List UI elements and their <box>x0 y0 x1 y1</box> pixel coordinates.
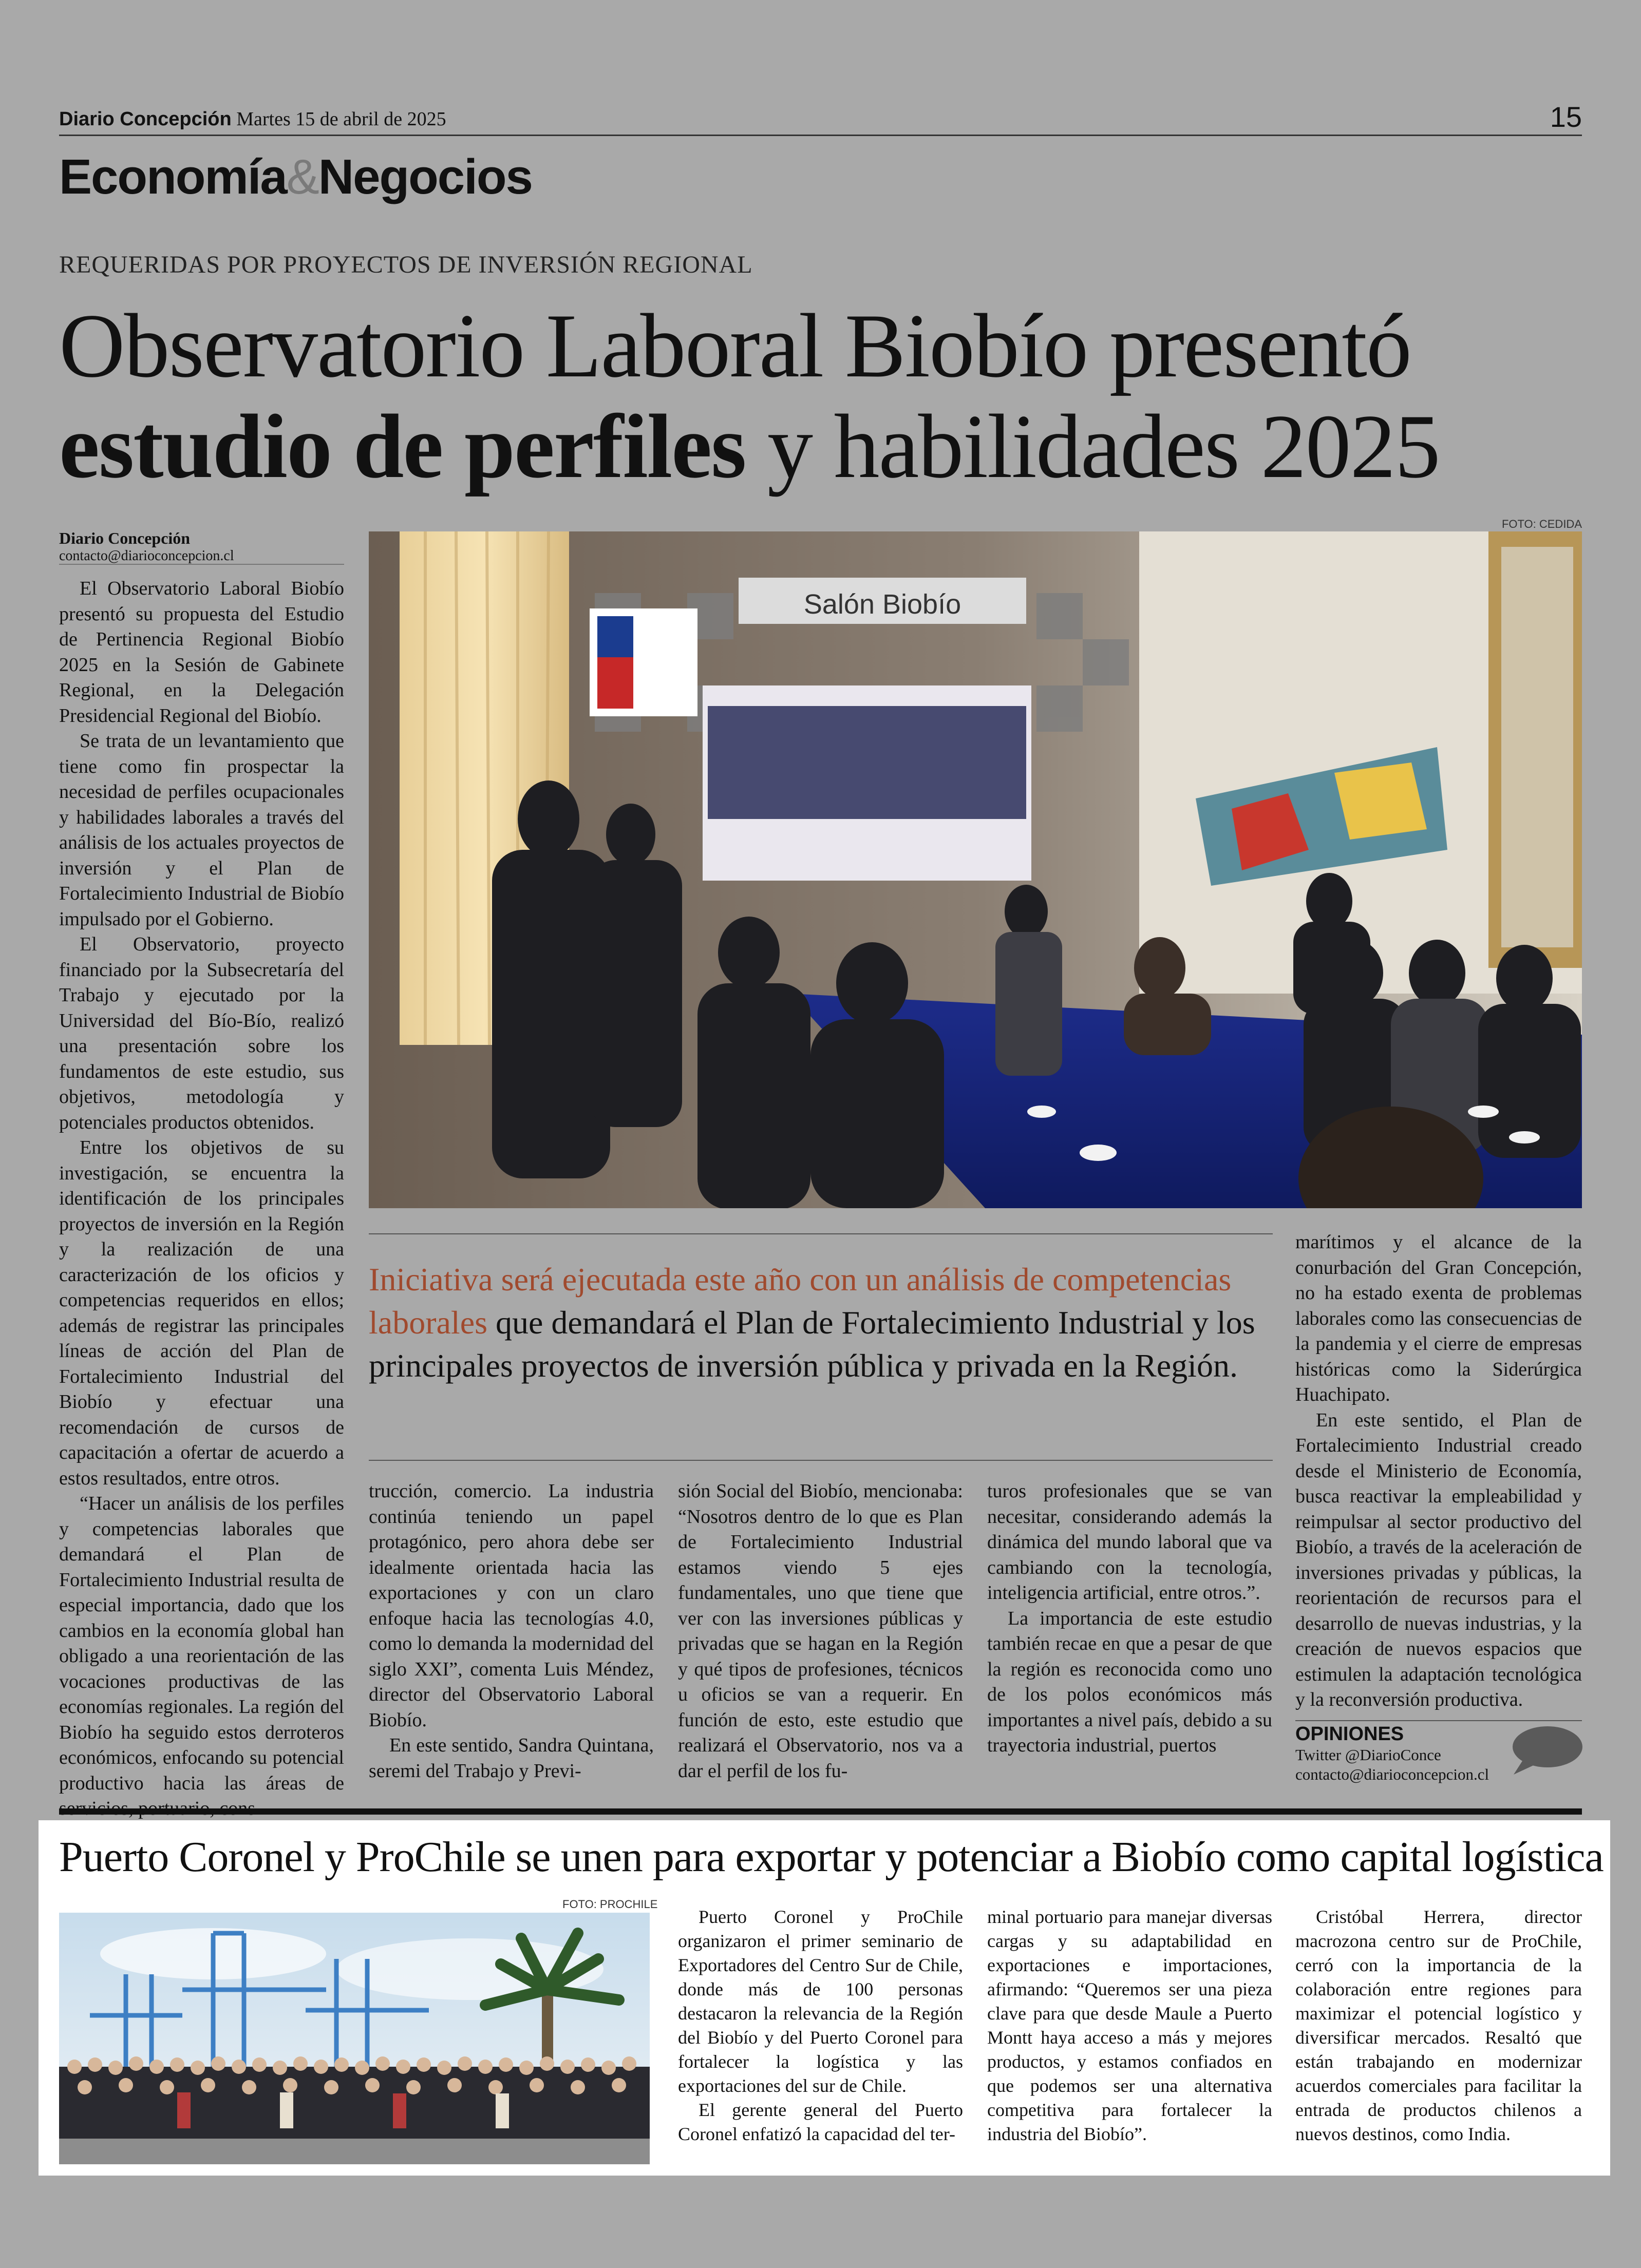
speech-bubble-icon <box>1507 1725 1585 1777</box>
col2-paragraph: En este sentido, Sandra Quintana, seremi del Trabajo y Previ- <box>369 1735 654 1782</box>
byline <box>59 529 344 564</box>
bottom-col1-paragraph: El gerente general del Puerto Coronel enfatizó la capacidad del ter- <box>678 2100 963 2144</box>
publication-date-line <box>59 108 446 130</box>
article-column-2 <box>369 1479 654 1784</box>
section-title-part2: Negocios <box>318 149 532 204</box>
section-title-part1: Economía <box>59 149 287 204</box>
photo-credit: FOTO: CEDIDA <box>1501 518 1582 530</box>
headline-line-2 <box>59 396 1590 497</box>
issue-date: Martes 15 de abril de 2025 <box>236 108 446 130</box>
photo-sign-text: Salón Biobío <box>803 589 961 620</box>
publication-name: Diario Concepción <box>59 108 232 130</box>
byline-email: contacto@diarioconcepcion.cl <box>59 548 234 564</box>
section-title-amp: & <box>286 149 318 204</box>
section-divider <box>59 1808 1582 1815</box>
col1-paragraph: Entre los objetivos de su investigación, se encuentra la identificación de los principales proyectos de inversión en la Región y la realización de una caracterización de los oficios y competencias requeridos en ellos; además de registrar las principales líneas de acción del Plan de Fortalecimiento Industrial del Biobío y efectuar una recomendación de cursos de capacitación a ofertar de acuerdo a estos resultados, entre otros. <box>59 1137 344 1489</box>
article-column-5 <box>1295 1230 1582 1713</box>
pullquote-top-rule <box>369 1233 1273 1234</box>
col4-paragraph: turos profesionales que se van necesitar, considerando además la dinámica del mundo laboral que va cambiando con la tecnología, inteligencia artificial, entre otros.”. <box>987 1480 1272 1604</box>
bottom-article-photo <box>59 1913 650 2164</box>
main-photo <box>369 531 1582 1208</box>
col1-paragraph: “Hacer un análisis de los perfiles y competencias laborales que demandará el Plan de Fortalecimiento Industrial resulta de especial importancia, dado que los cambios en la economía global han obligado a una reorientación de las vocaciones productivas de las economías regionales. La región del Biobío ha seguido estos derroteros económicos, enfocando su potencial productivo hacia las áreas de <box>59 1493 344 1794</box>
bottom-article-title: Puerto Coronel y ProChile se unen para exportar y potenciar a Biobío como capital logística <box>59 1833 1604 1881</box>
col1-paragraph: El Observatorio Laboral Biobío presentó su propuesta del Estudio de Pertinencia Regional Biobío 2025 en la Sesión de Gabinete Regional, en la Delegación Presidencial Regional del Biobío. <box>59 578 344 727</box>
col5-paragraph: En este sentido, el Plan de Fortalecimiento Industrial creado desde el Ministerio de Economía, busca reactivar la empleabilidad y reimpulsar al sector productivo del Biobío, a través de la aceleración de inversiones privadas y públicas, la reorientación de recursos para el desarrollo de nuevas industrias, y la creación de nuevos espacios que estimulen la adaptación tecnológica y la reconversión productiva. <box>1295 1409 1582 1710</box>
bottom-col2-paragraph: minal portuario para manejar diversas cargas y su adaptabilidad en exportaciones e importaciones, afirmando: “Queremos ser una pieza clave para que desde Maule a Puerto Montt haya acceso a más y mejores productos, y estamos confiados en que podemos ser una alternativa competitiva para fortalecer la industria del Biobío”. <box>987 1907 1272 2144</box>
bottom-column-1 <box>678 1905 963 2146</box>
opinions-email: contacto@diarioconcepcion.cl <box>1295 1765 1489 1783</box>
bottom-col3-paragraph: Cristóbal Herrera, director macrozona centro sur de ProChile, cerró con la importancia de la colaboración entre regiones para maximizar el potencial logístico y diversificar mercados. Resaltó que están trabajando en modernizar acuerdos comerciales para facilitar la entrada de productos chilenos a nuevos destinos, como India. <box>1295 1907 1582 2144</box>
pullquote-highlight: Iniciativa será ejecutada este año con un análisis de competencias laborales <box>369 1261 1232 1341</box>
bottom-column-2 <box>987 1905 1272 2146</box>
bottom-col1-paragraph: Puerto Coronel y ProChile organizaron el primer seminario de Exportadores del Centro Sur de Chile, donde más de 100 personas destacaron la relevancia de la Región del Biobío y del Puerto Coronel para fortalecer la logística y las exportaciones del sur de Chile. <box>678 1907 963 2096</box>
headline-line-1: Observatorio Laboral Biobío presentó <box>59 295 1411 396</box>
headline-rest: y habilidades 2025 <box>745 395 1440 497</box>
col1-paragraph: Se trata de un levantamiento que tiene como fin prospectar la necesidad de perfiles ocupacionales y habilidades laborales a través del análisis de los actuales proyectos de inversión y el Plan de Fortalecimiento Industrial de Biobío impulsado por el Gobierno. <box>59 730 344 930</box>
article-column-4 <box>987 1479 1272 1759</box>
byline-name: Diario Concepción <box>59 529 191 547</box>
bottom-photo-credit: FOTO: PROCHILE <box>562 1898 658 1911</box>
opinions-rule <box>1295 1720 1582 1721</box>
col5-paragraph: marítimos y el alcance de la conurbación del Gran Concepción, no ha estado exenta de problemas laborales como las consecuencias de la pandemia y el cierre de empresas históricas como la Siderúrgica Huachipato. <box>1295 1231 1582 1405</box>
pullquote-bottom-rule <box>369 1460 1273 1461</box>
col2-paragraph: trucción, comercio. La industria continúa teniendo un papel protagónico, pero ahora debe ser idealmente orientada hacia las exportaciones y con un claro enfoque hacia las tecnologías 4.0, como lo demanda la modernidad del siglo XXI”, comenta Luis Méndez, director del Observatorio Laboral Biobío. <box>369 1480 654 1731</box>
opinions-twitter: Twitter @DiarioConce <box>1295 1746 1441 1764</box>
article-headline <box>59 295 1590 497</box>
col3-paragraph: sión Social del Biobío, mencionaba: “Nosotros dentro de lo que es Plan de Fortalecimiento Industrial estamos viendo 5 ejes fundamentales, uno que tiene que ver con las inversiones públicas y privadas que se hagan en la Región y qué tipos de profesiones, técnicos u oficios se van a requerir. En función de esto, este estudio que realizará el Observatorio, nos va a dar el perfil de los fu- <box>678 1480 963 1782</box>
article-column-3 <box>678 1479 963 1784</box>
pullquote <box>369 1258 1273 1387</box>
page-number: 15 <box>1550 101 1582 133</box>
article-kicker: REQUERIDAS POR PROYECTOS DE INVERSIÓN REGIONAL <box>59 251 753 278</box>
headline-bold: estudio de perfiles <box>59 395 746 497</box>
bottom-column-3 <box>1295 1905 1582 2146</box>
col4-paragraph: La importancia de este estudio también recae en que a pesar de que la región es reconocida como uno de los polos económicos más importantes a nivel país, debido a su trayectoria industrial, puertos <box>987 1607 1272 1756</box>
col1-paragraph: El Observatorio, proyecto financiado por la Subsecretaría del Trabajo y ejecutado por la Universidad del Bío-Bío, realizó una presentación sobre los fundamentos de este estudio, sus objetivos, metodología y potenciales productos obtenidos. <box>59 933 344 1133</box>
byline-rule <box>59 564 344 565</box>
opinions-title: OPINIONES <box>1295 1723 1404 1745</box>
section-title <box>59 149 532 205</box>
pullquote-rest: que demandará el Plan de Fortalecimiento Industrial y los principales proyectos de inversión pública y privada en la Región. <box>369 1304 1255 1384</box>
header-rule <box>59 135 1582 136</box>
article-column-1 <box>59 576 344 1822</box>
